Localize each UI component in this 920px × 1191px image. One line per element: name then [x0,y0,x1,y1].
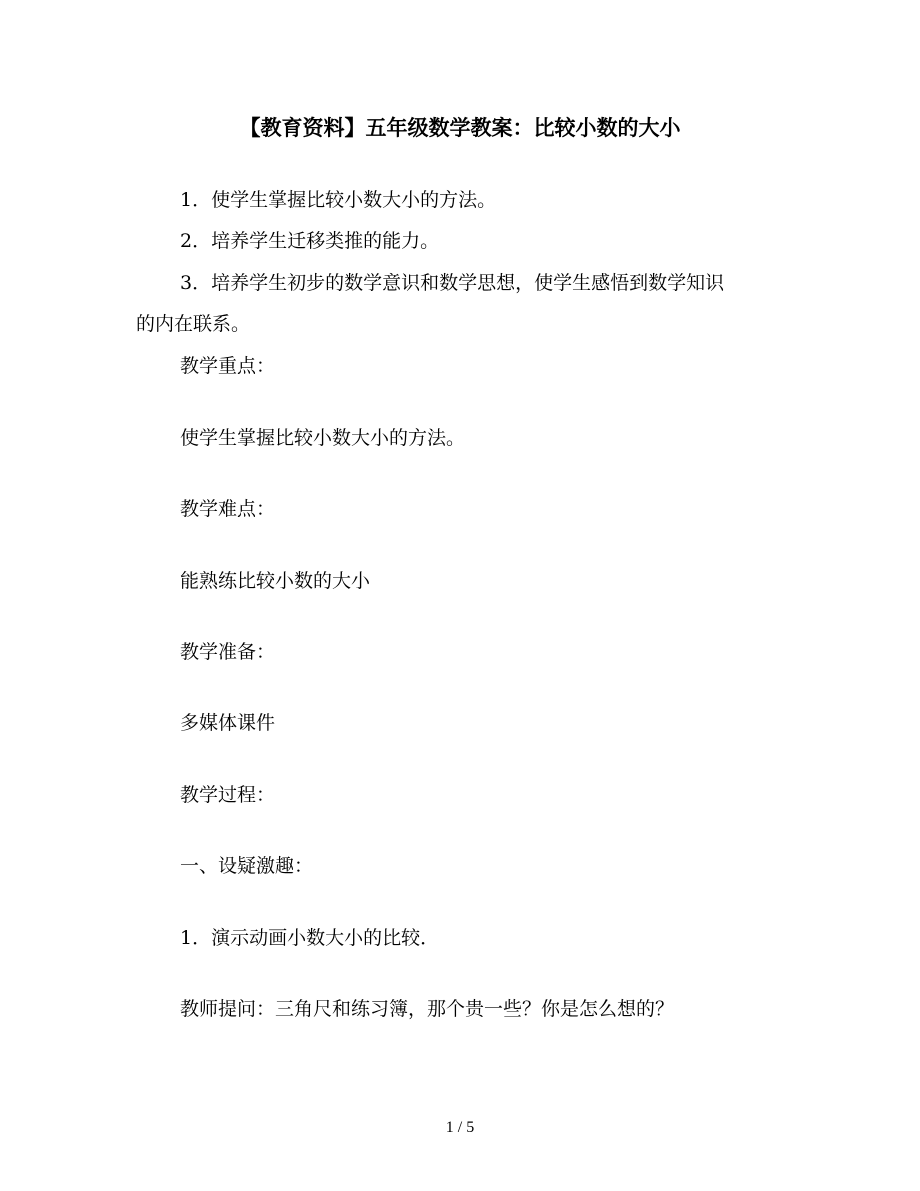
difficulty-heading: 教学难点： [180,498,276,520]
goal-1: 1．使学生掌握比较小数大小的方法。 [180,189,497,211]
goal-3-continuation: 的内在联系。 [136,313,251,335]
document-title: 【教育资料】五年级数学教案：比较小数的大小 [239,115,681,140]
section-heading-1: 一、设疑激趣： [180,855,314,877]
process-heading: 教学过程： [180,784,276,806]
key-point-heading: 教学重点： [180,355,276,377]
step-1: 1．演示动画小数大小的比较． [180,927,440,949]
difficulty-text: 能熟练比较小数的大小 [180,570,371,592]
teacher-question: 教师提问：三角尺和练习簿，那个贵一些？你是怎么想的？ [180,998,675,1020]
preparation-text: 多媒体课件 [180,712,276,734]
page-number: 1 / 5 [445,1119,475,1136]
key-point-text: 使学生掌握比较小数大小的方法。 [180,427,466,449]
goal-2: 2．培养学生迁移类推的能力。 [180,230,440,252]
goal-3: 3．培养学生初步的数学意识和数学思想，使学生感悟到数学知识 [180,272,725,294]
preparation-heading: 教学准备： [180,641,276,663]
